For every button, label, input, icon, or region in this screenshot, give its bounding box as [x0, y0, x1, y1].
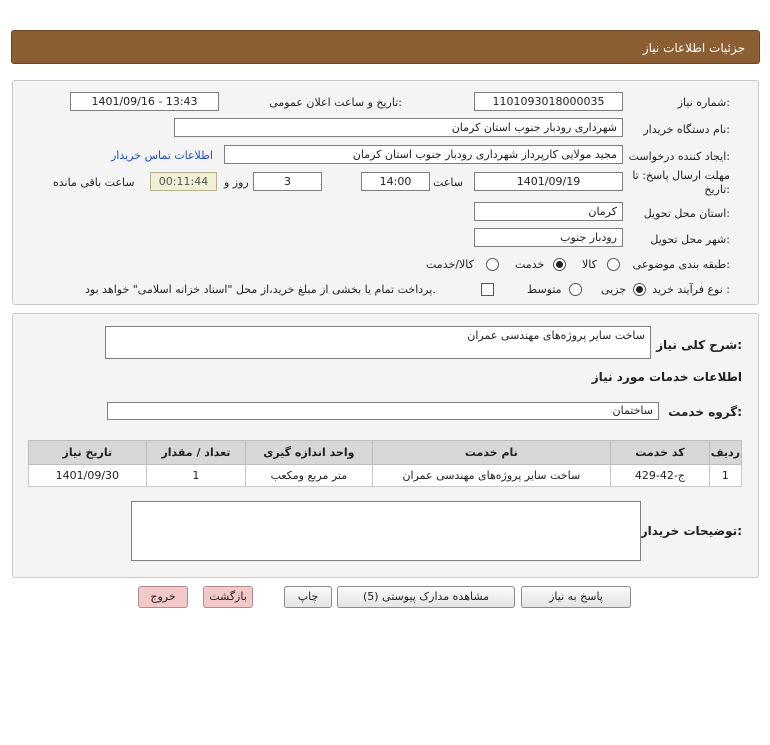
- table-row: [29, 465, 742, 487]
- delivery-province-field: کرمان: [474, 202, 623, 221]
- col-unit: واحد اندازه گیری: [246, 441, 372, 465]
- service-group-field: ساختمان: [107, 402, 659, 420]
- delivery-province-label: استان محل تحویل:: [643, 207, 730, 220]
- process-radio-minor[interactable]: [633, 283, 646, 296]
- category-label: طبقه بندی موضوعی:: [632, 258, 730, 271]
- announce-date-label: تاریخ و ساعت اعلان عمومی:: [269, 96, 402, 109]
- deadline-label-line2: تاریخ:: [704, 183, 730, 196]
- services-table-header: [29, 441, 742, 465]
- delivery-city-label: شهر محل تحویل:: [650, 233, 730, 246]
- page-header: [11, 30, 760, 64]
- page-title: جزئیات اطلاعات نیاز: [642, 41, 745, 55]
- col-quantity: تعداد / مقدار: [146, 441, 246, 465]
- category-radio-goods[interactable]: [607, 258, 620, 271]
- back-button[interactable]: بازگشت: [203, 586, 253, 608]
- cell-row: 1: [709, 465, 741, 487]
- service-group-label: گروه خدمت:: [668, 405, 742, 419]
- process-type-label: نوع فرآیند خرید :: [652, 283, 730, 296]
- delivery-city-field: رودبار جنوب: [474, 228, 623, 247]
- process-radio-medium[interactable]: [569, 283, 582, 296]
- cell-service-name: ساخت سایر پروژه‌های مهندسی عمران: [372, 465, 611, 487]
- col-service-name: نام خدمت: [372, 441, 611, 465]
- services-heading: اطلاعات خدمات مورد نیاز: [591, 370, 742, 384]
- category-radio-service[interactable]: [553, 258, 566, 271]
- need-number-field: 1101093018000035: [474, 92, 623, 111]
- buyer-notes-field: [131, 501, 641, 561]
- buyer-org-label: نام دستگاه خریدار:: [643, 123, 730, 136]
- remaining-time-label: ساعت باقی مانده: [53, 176, 135, 189]
- col-service-code: کد خدمت: [611, 441, 710, 465]
- view-attachments-button[interactable]: مشاهده مدارک پیوستی (5): [337, 586, 515, 608]
- cell-need-date: 1401/09/30: [29, 465, 147, 487]
- exit-button[interactable]: خروج: [138, 586, 188, 608]
- need-details-panel: [12, 313, 759, 578]
- requester-label: ایجاد کننده درخواست:: [628, 150, 730, 163]
- announce-date-field: 1401/09/16 - 13:43: [70, 92, 219, 111]
- deadline-date-field: 1401/09/19: [474, 172, 623, 191]
- remaining-time-field: 00:11:44: [150, 172, 217, 191]
- category-option-service: خدمت: [515, 258, 545, 271]
- treasury-payment-checkbox[interactable]: [481, 283, 494, 296]
- days-field: 3: [253, 172, 322, 191]
- print-button[interactable]: چاپ: [284, 586, 332, 608]
- deadline-label-line1: مهلت ارسال پاسخ: تا: [632, 169, 730, 182]
- buyer-org-field: شهرداری رودبار جنوب استان کرمان: [174, 118, 623, 137]
- deadline-time-label: ساعت: [433, 176, 463, 189]
- summary-label: شرح کلی نیاز:: [656, 338, 742, 352]
- need-info-panel: [12, 80, 759, 305]
- col-need-date: تاریخ نیاز: [29, 441, 147, 465]
- category-radio-goods-service[interactable]: [486, 258, 499, 271]
- deadline-time-field: 14:00: [361, 172, 430, 191]
- category-option-goods-service: کالا/خدمت: [426, 258, 474, 271]
- days-label: روز و: [224, 176, 249, 189]
- services-table: [28, 440, 742, 487]
- col-row: ردیف: [709, 441, 741, 465]
- buyer-notes-label: توضیحات خریدار:: [640, 524, 742, 538]
- cell-service-code: ج-42-429: [611, 465, 710, 487]
- cell-quantity: 1: [146, 465, 246, 487]
- process-option-minor: جزیی: [601, 283, 627, 296]
- buyer-contact-link[interactable]: اطلاعات تماس خریدار: [111, 149, 213, 162]
- requester-field: مجید مولایی کارپرداز شهرداری رودبار جنوب استان کرمان: [224, 145, 623, 164]
- cell-unit: متر مربع ومکعب: [246, 465, 372, 487]
- summary-field: ساخت سایر پروژه‌های مهندسی عمران: [105, 326, 651, 359]
- process-option-medium: متوسط: [527, 283, 562, 296]
- reply-button[interactable]: پاسخ به نیاز: [521, 586, 631, 608]
- category-option-goods: کالا: [582, 258, 597, 271]
- need-number-label: شماره نیاز:: [677, 96, 730, 109]
- treasury-payment-note: پرداخت تمام یا بخشی از مبلغ خرید،از محل "اسناد خزانه اسلامی" خواهد بود.: [85, 283, 436, 296]
